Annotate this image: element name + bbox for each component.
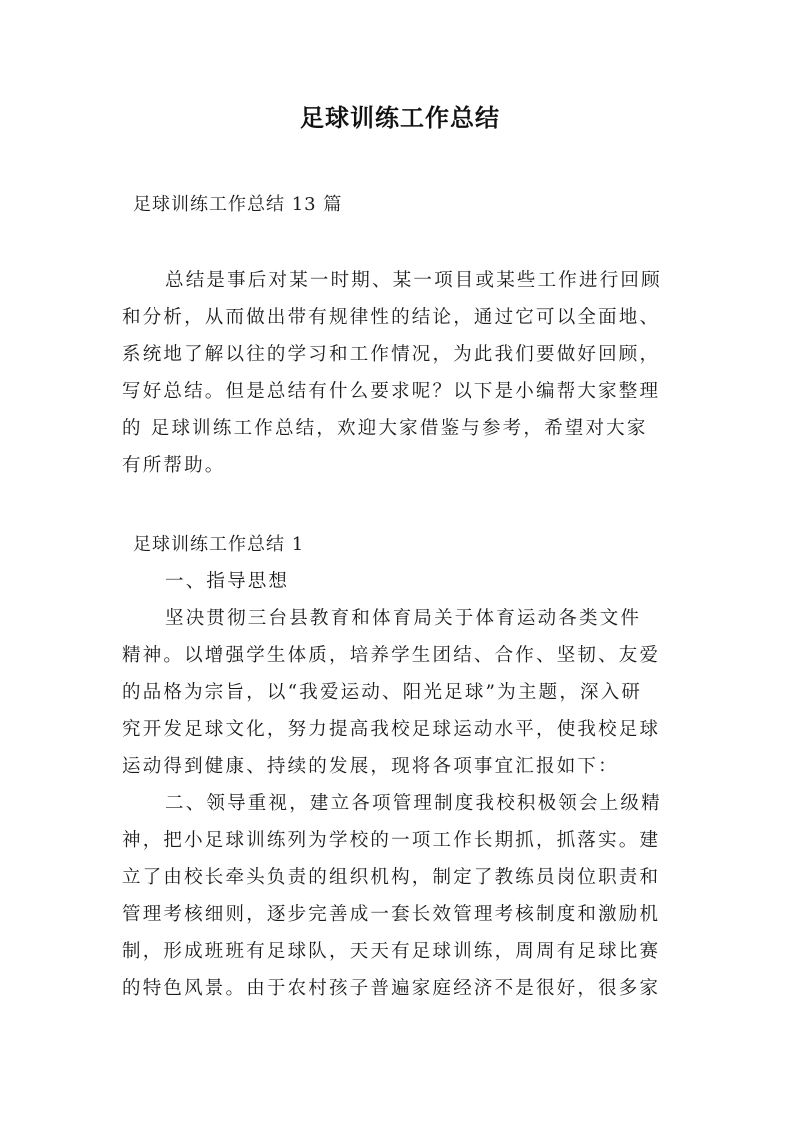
intro-line: 系统地了解以往的学习和工作情况，为此我们要做好回顾， — [122, 344, 661, 365]
document-title: 足球训练工作总结 — [300, 104, 500, 132]
intro-line: 和分析，从而做出带有规律性的结论，通过它可以全面地、 — [122, 307, 661, 328]
body-line: 究开发足球文化，努力提高我校足球运动水平，使我校足球 — [122, 719, 661, 740]
section-body — [122, 563, 692, 1007]
body-heading-line: 一、指导思想 — [165, 571, 290, 592]
body-line: 精神。以增强学生体质，培养学生团结、合作、坚韧、友爱 — [122, 645, 661, 666]
body-line: 管理考核细则，逐步完善成一套长效管理考核制度和激励机 — [122, 904, 661, 925]
body-line: 制，形成班班有足球队，天天有足球训练，周周有足球比赛 — [122, 941, 661, 962]
body-line: 坚决贯彻三台县教育和体育局关于体育运动各类文件 — [165, 608, 642, 629]
intro-line: 的 足球训练工作总结，欢迎大家借鉴与参考，希望对大家 — [122, 418, 648, 439]
body-line: 二、领导重视，建立各项管理制度我校积极领会上级精 — [165, 793, 662, 814]
intro-line: 总结是事后对某一时期、某一项目或某些工作进行回顾 — [165, 270, 662, 291]
body-line: 的品格为宗旨，以“我爱运动、阳光足球”为主题，深入研 — [122, 682, 643, 703]
document-subtitle: 足球训练工作总结 13 篇 — [133, 194, 343, 215]
body-line: 神，把小足球训练列为学校的一项工作长期抓，抓落实。建 — [122, 830, 661, 851]
intro-paragraph — [122, 262, 692, 484]
body-line: 运动得到健康、持续的发展，现将各项事宜汇报如下： — [122, 756, 619, 777]
intro-line: 有所帮助。 — [122, 455, 226, 476]
intro-line: 写好总结。但是总结有什么要求呢？以下是小编帮大家整理 — [122, 381, 661, 402]
body-line: 的特色风景。由于农村孩子普遍家庭经济不是很好，很多家 — [122, 978, 661, 999]
body-line: 立了由校长牵头负责的组织机构，制定了教练员岗位职责和 — [122, 867, 661, 888]
section-heading: 足球训练工作总结 1 — [133, 534, 305, 555]
